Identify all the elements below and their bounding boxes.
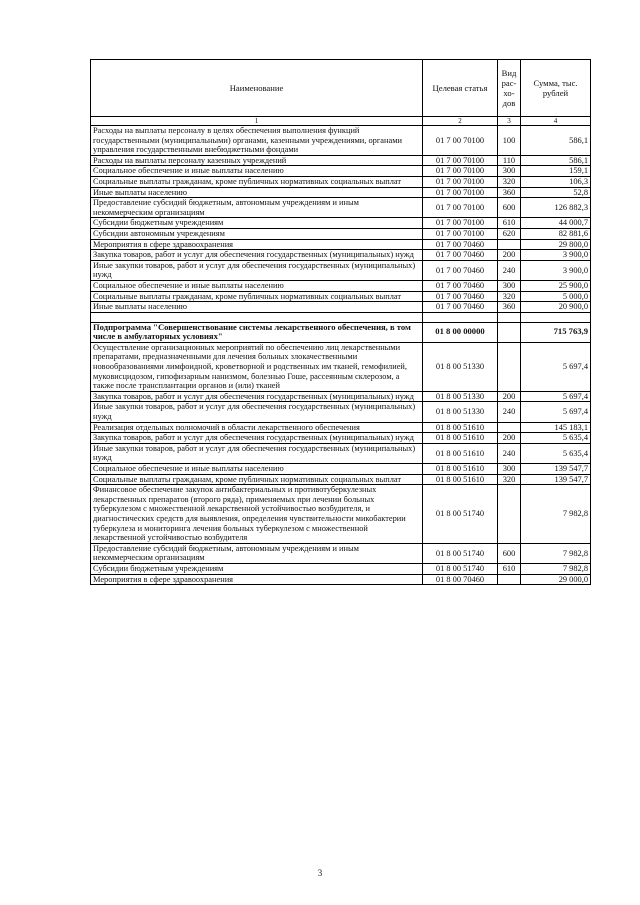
table-row — [91, 574, 591, 585]
row-sum-cell: 44 000,7 — [521, 218, 591, 229]
row-code-cell: 01 8 00 51740 — [423, 563, 498, 574]
column-number: 2 — [423, 117, 498, 126]
row-code-cell: 01 8 00 51740 — [423, 485, 498, 544]
row-name-cell: Закупка товаров, работ и услуг для обеспечения государственных (муниципальных) нужд — [91, 250, 423, 261]
table-row — [91, 342, 591, 391]
row-name-cell: Подпрограмма "Совершенствование системы лекарственного обеспечения, в том числе в амбулаторных условиях" — [91, 322, 423, 342]
row-type-cell: 200 — [498, 433, 521, 444]
row-type-cell — [498, 239, 521, 250]
row-name-cell: Иные закупки товаров, работ и услуг для обеспечения государственных (муниципальных) нужд — [91, 260, 423, 280]
row-code-cell: 01 7 00 70100 — [423, 155, 498, 166]
row-name-cell: Социальные выплаты гражданам, кроме публичных нормативных социальных выплат — [91, 176, 423, 187]
table-row — [91, 260, 591, 280]
row-name-cell: Предоставление субсидий бюджетным, автономным учреждениям и иным некоммерческим организациям — [91, 198, 423, 218]
row-name-cell: Реализация отдельных полномочий в области лекарственного обеспечения — [91, 422, 423, 433]
table-row — [91, 187, 591, 198]
header-code: Целевая статья — [423, 60, 498, 117]
row-type-cell: 240 — [498, 402, 521, 422]
row-code-cell: 01 7 00 70460 — [423, 250, 498, 261]
table-row — [91, 402, 591, 422]
row-code-cell: 01 7 00 70460 — [423, 280, 498, 291]
row-name-cell: Иные закупки товаров, работ и услуг для обеспечения государственных (муниципальных) нужд — [91, 402, 423, 422]
table-row — [91, 155, 591, 166]
row-name-cell: Предоставление субсидий бюджетным, автономным учреждениям и иным некоммерческим организациям — [91, 543, 423, 563]
table-row — [91, 239, 591, 250]
row-sum-cell: 5 697,4 — [521, 402, 591, 422]
row-name-cell: Расходы на выплаты персоналу казенных учреждений — [91, 155, 423, 166]
row-name-cell: Иные выплаты населению — [91, 187, 423, 198]
budget-table — [90, 59, 591, 585]
row-code-cell: 01 8 00 00000 — [423, 322, 498, 342]
table-row — [91, 250, 591, 261]
row-sum-cell: 7 982,8 — [521, 543, 591, 563]
table-row — [91, 228, 591, 239]
row-code-cell: 01 7 00 70460 — [423, 239, 498, 250]
table-row — [91, 474, 591, 485]
table-row — [91, 563, 591, 574]
row-type-cell: 620 — [498, 228, 521, 239]
row-sum-cell: 82 881,6 — [521, 228, 591, 239]
row-type-cell — [498, 422, 521, 433]
row-name-cell: Закупка товаров, работ и услуг для обеспечения государственных (муниципальных) нужд — [91, 433, 423, 444]
row-code-cell: 01 7 00 70100 — [423, 218, 498, 229]
row-sum-cell: 5 000,0 — [521, 291, 591, 302]
row-sum-cell: 145 183,1 — [521, 422, 591, 433]
table-row — [91, 543, 591, 563]
row-sum-cell: 5 635,4 — [521, 433, 591, 444]
row-code-cell: 01 8 00 51610 — [423, 422, 498, 433]
row-code-cell: 01 7 00 70100 — [423, 198, 498, 218]
row-type-cell: 320 — [498, 176, 521, 187]
row-type-cell: 320 — [498, 474, 521, 485]
row-type-cell: 360 — [498, 187, 521, 198]
table-header-row — [91, 60, 591, 117]
row-code-cell: 01 7 00 70100 — [423, 228, 498, 239]
table-row — [91, 322, 591, 342]
row-type-cell — [498, 312, 521, 322]
row-sum-cell: 7 982,8 — [521, 563, 591, 574]
column-number: 3 — [498, 117, 521, 126]
row-name-cell: Расходы на выплаты персоналу в целях обеспечения выполнения функций государственными (муниципальными) органами, казенными учреждениями, органами управления государственными внебюджетными фондами — [91, 126, 423, 156]
row-sum-cell: 5 635,4 — [521, 443, 591, 463]
row-name-cell: Социальное обеспечение и иные выплаты населению — [91, 166, 423, 177]
row-type-cell: 200 — [498, 391, 521, 402]
table-row — [91, 291, 591, 302]
row-code-cell: 01 7 00 70460 — [423, 291, 498, 302]
row-code-cell: 01 7 00 70100 — [423, 126, 498, 156]
row-sum-cell: 7 982,8 — [521, 485, 591, 544]
table-row — [91, 422, 591, 433]
row-name-cell: Осуществление организационных мероприятий по обеспечению лиц лекарственными препаратами, предназначенными для лечения больных злокачественными новообразованиями лимфоидной, кроветворной и родственных им тканей, гемофилией, муковисцидозом, гипофизарным нанизмом, болезнью Гоше, рассеянным склерозом, а также после трансплантации органов и (или) тканей — [91, 342, 423, 391]
row-sum-cell: 20 900,0 — [521, 302, 591, 313]
row-sum-cell: 29 800,0 — [521, 239, 591, 250]
page-number: 3 — [317, 868, 323, 878]
row-name-cell: Иные закупки товаров, работ и услуг для обеспечения государственных (муниципальных) нужд — [91, 443, 423, 463]
table-body — [91, 126, 591, 585]
row-type-cell: 610 — [498, 218, 521, 229]
row-sum-cell: 52,8 — [521, 187, 591, 198]
table-row — [91, 433, 591, 444]
row-code-cell — [423, 312, 498, 322]
row-sum-cell: 25 900,0 — [521, 280, 591, 291]
row-code-cell: 01 7 00 70100 — [423, 176, 498, 187]
column-number: 1 — [91, 117, 423, 126]
table-row — [91, 485, 591, 544]
row-code-cell: 01 8 00 51330 — [423, 402, 498, 422]
table-row — [91, 218, 591, 229]
row-type-cell: 300 — [498, 464, 521, 475]
column-number-row — [91, 117, 591, 126]
row-name-cell — [91, 312, 423, 322]
row-name-cell: Субсидии бюджетным учреждениям — [91, 563, 423, 574]
row-type-cell: 610 — [498, 563, 521, 574]
row-name-cell: Социальное обеспечение и иные выплаты населению — [91, 280, 423, 291]
row-type-cell: 110 — [498, 155, 521, 166]
column-number: 4 — [521, 117, 591, 126]
row-type-cell: 240 — [498, 443, 521, 463]
row-code-cell: 01 8 00 51610 — [423, 443, 498, 463]
row-type-cell: 100 — [498, 126, 521, 156]
row-type-cell — [498, 322, 521, 342]
row-sum-cell: 3 900,0 — [521, 260, 591, 280]
row-sum-cell: 139 547,7 — [521, 474, 591, 485]
row-code-cell: 01 7 00 70100 — [423, 166, 498, 177]
row-type-cell: 600 — [498, 198, 521, 218]
header-type: Вид рас-хо-дов — [498, 60, 521, 117]
table-row — [91, 198, 591, 218]
row-name-cell: Иные выплаты населению — [91, 302, 423, 313]
row-code-cell: 01 8 00 51610 — [423, 464, 498, 475]
row-type-cell: 300 — [498, 166, 521, 177]
row-name-cell: Субсидии бюджетным учреждениям — [91, 218, 423, 229]
row-code-cell: 01 7 00 70100 — [423, 187, 498, 198]
row-name-cell: Мероприятия в сфере здравоохранения — [91, 574, 423, 585]
row-code-cell: 01 8 00 70460 — [423, 574, 498, 585]
row-name-cell: Социальные выплаты гражданам, кроме публичных нормативных социальных выплат — [91, 474, 423, 485]
row-code-cell: 01 8 00 51330 — [423, 391, 498, 402]
table-row — [91, 464, 591, 475]
row-name-cell: Закупка товаров, работ и услуг для обеспечения государственных (муниципальных) нужд — [91, 391, 423, 402]
row-sum-cell — [521, 312, 591, 322]
row-code-cell: 01 8 00 51610 — [423, 474, 498, 485]
row-sum-cell: 3 900,0 — [521, 250, 591, 261]
table-row — [91, 302, 591, 313]
row-sum-cell: 29 000,0 — [521, 574, 591, 585]
row-sum-cell: 5 697,4 — [521, 342, 591, 391]
row-code-cell: 01 8 00 51330 — [423, 342, 498, 391]
header-sum: Сумма, тыс. рублей — [521, 60, 591, 117]
table-row — [91, 126, 591, 156]
row-sum-cell: 5 697,4 — [521, 391, 591, 402]
table-row — [91, 280, 591, 291]
table-row — [91, 166, 591, 177]
row-code-cell: 01 7 00 70460 — [423, 302, 498, 313]
row-type-cell: 600 — [498, 543, 521, 563]
row-sum-cell: 106,3 — [521, 176, 591, 187]
row-sum-cell: 715 763,9 — [521, 322, 591, 342]
table-row — [91, 176, 591, 187]
row-type-cell: 320 — [498, 291, 521, 302]
row-sum-cell: 586,1 — [521, 155, 591, 166]
row-type-cell: 240 — [498, 260, 521, 280]
row-name-cell: Мероприятия в сфере здравоохранения — [91, 239, 423, 250]
row-type-cell — [498, 485, 521, 544]
row-name-cell: Финансовое обеспечение закупок антибактериальных и противотуберкулезных лекарственных препаратов (второго ряда), применяемых при лечении больных туберкулезом с множественной лекарственной устойчивостью возбудителя, и диагностических средств для выявления, определения чувствительности микобактерии туберкулеза и мониторинга лечения больных туберкулезом с множественной лекарственной устойчивостью возбудителя — [91, 485, 423, 544]
row-name-cell: Социальные выплаты гражданам, кроме публичных нормативных социальных выплат — [91, 291, 423, 302]
row-sum-cell: 586,1 — [521, 126, 591, 156]
row-type-cell — [498, 574, 521, 585]
row-type-cell: 300 — [498, 280, 521, 291]
table-row — [91, 443, 591, 463]
row-name-cell: Социальное обеспечение и иные выплаты населению — [91, 464, 423, 475]
row-sum-cell: 126 882,3 — [521, 198, 591, 218]
row-code-cell: 01 8 00 51610 — [423, 433, 498, 444]
header-name: Наименование — [91, 60, 423, 117]
row-code-cell: 01 7 00 70460 — [423, 260, 498, 280]
row-code-cell: 01 8 00 51740 — [423, 543, 498, 563]
row-sum-cell: 139 547,7 — [521, 464, 591, 475]
row-type-cell: 200 — [498, 250, 521, 261]
row-sum-cell: 159,1 — [521, 166, 591, 177]
table-row — [91, 312, 591, 322]
row-name-cell: Субсидии автономным учреждениям — [91, 228, 423, 239]
row-type-cell — [498, 342, 521, 391]
row-type-cell: 360 — [498, 302, 521, 313]
table-row — [91, 391, 591, 402]
